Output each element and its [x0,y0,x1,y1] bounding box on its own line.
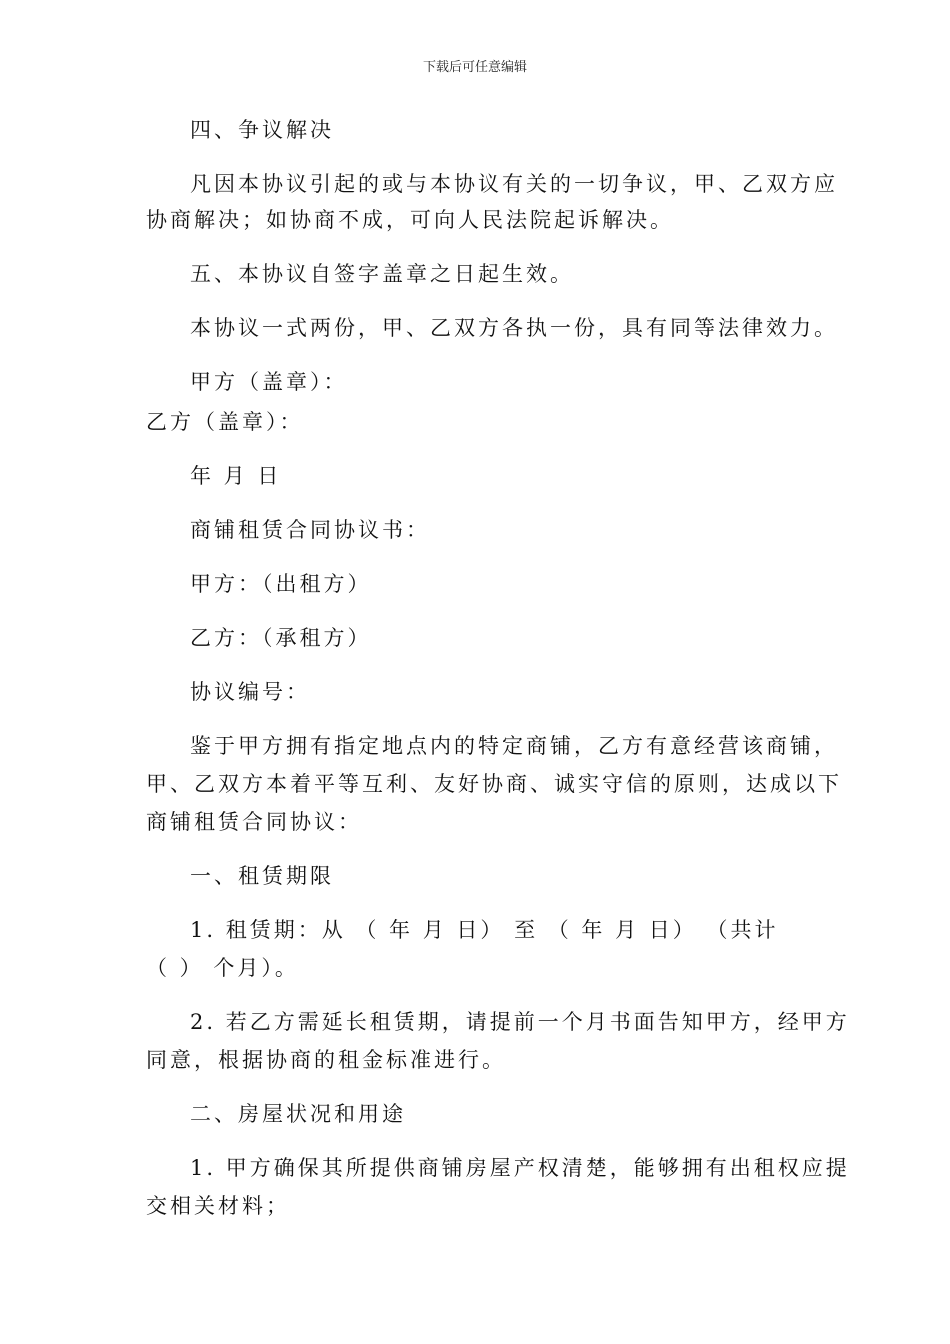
party-b-label: 乙方：（承租方） [190,626,372,650]
date-line: 年 月 日 [190,464,282,488]
party-b-seal-label: 乙方（盖章）： [146,410,304,434]
page-header: 下载后可任意编辑 [422,60,527,75]
party-a-label: 甲方：（出租方） [190,572,372,596]
agreement-number-label: 协议编号： [190,680,310,704]
section-heading-lease-term: 一、租赁期限 [190,864,334,888]
paragraph-line: 商铺租赁合同协议： [146,810,362,834]
paragraph-line: 鉴于甲方拥有指定地点内的特定商铺，乙方有意经营该商铺， [190,734,838,758]
paragraph-line: （ ） 个月）。 [146,956,299,980]
section-heading-dispute: 四、争议解决 [190,118,334,142]
section-heading-effective: 五、本协议自签字盖章之日起生效。 [190,262,574,286]
paragraph-line: 同意，根据协商的租金标准进行。 [146,1048,506,1072]
section-heading-premises: 二、房屋状况和用途 [190,1102,406,1126]
paragraph-line: 交相关材料； [146,1194,290,1218]
paragraph-line: 甲、乙双方本着平等互利、友好协商、诚实守信的原则，达成以下 [146,772,842,796]
paragraph-line: 本协议一式两份，甲、乙双方各执一份，具有同等法律效力。 [190,316,838,340]
party-a-seal-label: 甲方（盖章）： [190,370,348,394]
paragraph-line: 1. 甲方确保其所提供商铺房屋产权清楚，能够拥有出租权应提 [190,1156,850,1180]
paragraph-line: 1. 租赁期：从 （ 年 月 日） 至 （ 年 月 日） （共计 [190,918,779,942]
contract-title: 商铺租赁合同协议书： [190,518,430,542]
paragraph-line: 凡因本协议引起的或与本协议有关的一切争议，甲、乙双方应 [190,172,838,196]
paragraph-line: 2. 若乙方需延长租赁期，请提前一个月书面告知甲方，经甲方 [190,1010,850,1034]
paragraph-line: 协商解决；如协商不成，可向人民法院起诉解决。 [146,208,674,232]
